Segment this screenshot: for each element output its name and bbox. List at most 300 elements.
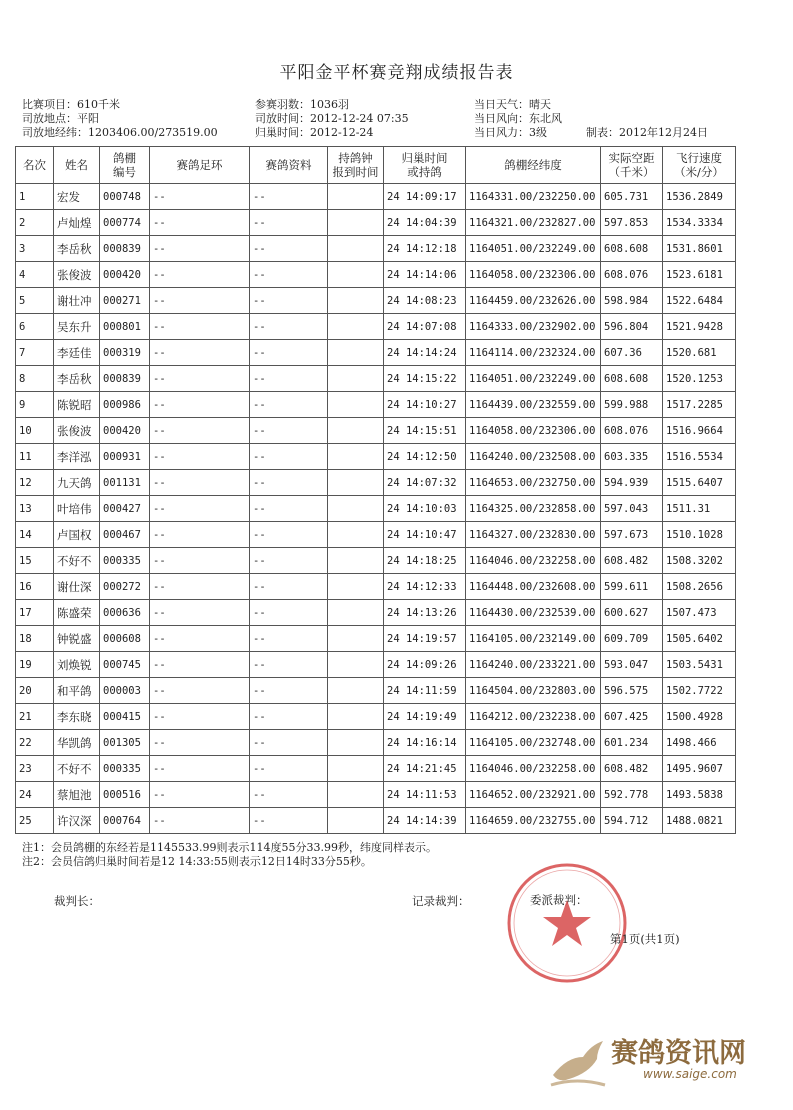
cell-arrival-time: 24 14:13:26 (384, 600, 466, 626)
cell-loft-no: 000608 (100, 626, 150, 652)
pigeon-logo-icon (547, 1027, 607, 1089)
cell-distance: 603.335 (601, 444, 663, 470)
table-row (16, 756, 736, 782)
recorder-judge-label: 记录裁判： (412, 894, 470, 908)
cell-pigeon-info: -- (250, 548, 328, 574)
cell-rank: 11 (16, 444, 54, 470)
cell-pigeon-info: -- (250, 392, 328, 418)
cell-pigeon-info: -- (250, 470, 328, 496)
cell-arrival-time: 24 14:08:23 (384, 288, 466, 314)
meta-wind-force: 当日风力：3级 (474, 126, 547, 139)
cell-pigeon-info: -- (250, 366, 328, 392)
cell-arrival-time: 24 14:12:18 (384, 236, 466, 262)
cell-loft-no: 000516 (100, 782, 150, 808)
logo-url: www.saige.com (643, 1067, 737, 1081)
cell-speed: 1503.5431 (663, 652, 736, 678)
cell-arrival-time: 24 14:10:27 (384, 392, 466, 418)
cell-loft-no: 000801 (100, 314, 150, 340)
cell-ring: -- (150, 366, 250, 392)
cell-name: 卢灿煌 (54, 210, 100, 236)
cell-name: 和平鸽 (54, 678, 100, 704)
cell-name: 蔡旭池 (54, 782, 100, 808)
cell-name: 李岳秋 (54, 366, 100, 392)
cell-ring: -- (150, 236, 250, 262)
cell-coordinates: 1164058.00/232306.00 (466, 418, 601, 444)
cell-coordinates: 1164459.00/232626.00 (466, 288, 601, 314)
cell-ring: -- (150, 782, 250, 808)
cell-speed: 1521.9428 (663, 314, 736, 340)
cell-rank: 10 (16, 418, 54, 444)
cell-arrival-time: 24 14:19:57 (384, 626, 466, 652)
cell-pigeon-info: -- (250, 626, 328, 652)
cell-clock-time (328, 366, 384, 392)
cell-speed: 1500.4928 (663, 704, 736, 730)
cell-coordinates: 1164325.00/232858.00 (466, 496, 601, 522)
table-row (16, 340, 736, 366)
cell-loft-no: 000986 (100, 392, 150, 418)
cell-rank: 25 (16, 808, 54, 834)
cell-coordinates: 1164046.00/232258.00 (466, 756, 601, 782)
cell-speed: 1508.3202 (663, 548, 736, 574)
cell-coordinates: 1164448.00/232608.00 (466, 574, 601, 600)
cell-pigeon-info: -- (250, 808, 328, 834)
table-row (16, 392, 736, 418)
cell-name: 谢仕深 (54, 574, 100, 600)
cell-clock-time (328, 444, 384, 470)
cell-loft-no: 000636 (100, 600, 150, 626)
table-header-row (16, 147, 736, 184)
cell-rank: 15 (16, 548, 54, 574)
cell-distance: 597.853 (601, 210, 663, 236)
cell-clock-time (328, 496, 384, 522)
cell-pigeon-info: -- (250, 652, 328, 678)
cell-arrival-time: 24 14:09:26 (384, 652, 466, 678)
cell-ring: -- (150, 730, 250, 756)
cell-speed: 1534.3334 (663, 210, 736, 236)
header-name: 姓名 (54, 147, 100, 184)
cell-clock-time (328, 210, 384, 236)
cell-speed: 1495.9607 (663, 756, 736, 782)
cell-rank: 24 (16, 782, 54, 808)
table-row (16, 314, 736, 340)
table-row (16, 366, 736, 392)
cell-clock-time (328, 522, 384, 548)
cell-coordinates: 1164114.00/232324.00 (466, 340, 601, 366)
cell-loft-no: 000427 (100, 496, 150, 522)
cell-speed: 1517.2285 (663, 392, 736, 418)
header-speed: 飞行速度 （米/分） (663, 147, 736, 184)
cell-name: 李洋泓 (54, 444, 100, 470)
cell-distance: 605.731 (601, 184, 663, 210)
results-body (16, 184, 736, 834)
table-row (16, 730, 736, 756)
page-number: 第1页(共1页) (610, 932, 680, 946)
cell-clock-time (328, 782, 384, 808)
header-rank: 名次 (16, 147, 54, 184)
cell-speed: 1536.2849 (663, 184, 736, 210)
cell-clock-time (328, 236, 384, 262)
cell-ring: -- (150, 626, 250, 652)
cell-pigeon-info: -- (250, 496, 328, 522)
footnote-1: 注1：会员鸽棚的东经若是1145533.99则表示114度55分33.99秒，纬度同样表示。 (22, 841, 437, 854)
cell-pigeon-info: -- (250, 600, 328, 626)
cell-pigeon-info: -- (250, 288, 328, 314)
cell-clock-time (328, 704, 384, 730)
cell-clock-time (328, 184, 384, 210)
cell-arrival-time: 24 14:09:17 (384, 184, 466, 210)
cell-pigeon-info: -- (250, 782, 328, 808)
cell-clock-time (328, 548, 384, 574)
table-row (16, 444, 736, 470)
table-row (16, 808, 736, 834)
cell-rank: 8 (16, 366, 54, 392)
cell-name: 李廷佳 (54, 340, 100, 366)
cell-coordinates: 1164046.00/232258.00 (466, 548, 601, 574)
table-row (16, 470, 736, 496)
cell-arrival-time: 24 14:11:59 (384, 678, 466, 704)
cell-clock-time (328, 600, 384, 626)
cell-coordinates: 1164321.00/232827.00 (466, 210, 601, 236)
cell-speed: 1498.466 (663, 730, 736, 756)
cell-arrival-time: 24 14:19:49 (384, 704, 466, 730)
cell-rank: 7 (16, 340, 54, 366)
cell-arrival-time: 24 14:18:25 (384, 548, 466, 574)
cell-rank: 20 (16, 678, 54, 704)
cell-loft-no: 001131 (100, 470, 150, 496)
cell-arrival-time: 24 14:07:32 (384, 470, 466, 496)
report-title: 平阳金平杯赛竞翔成绩报告表 (279, 63, 514, 83)
cell-rank: 13 (16, 496, 54, 522)
table-row (16, 236, 736, 262)
cell-coordinates: 1164331.00/232250.00 (466, 184, 601, 210)
cell-rank: 12 (16, 470, 54, 496)
cell-ring: -- (150, 652, 250, 678)
cell-distance: 599.611 (601, 574, 663, 600)
cell-ring: -- (150, 392, 250, 418)
cell-distance: 598.984 (601, 288, 663, 314)
cell-arrival-time: 24 14:12:33 (384, 574, 466, 600)
cell-loft-no: 000335 (100, 756, 150, 782)
cell-distance: 607.36 (601, 340, 663, 366)
cell-name: 九天鸽 (54, 470, 100, 496)
cell-loft-no: 000420 (100, 418, 150, 444)
cell-distance: 597.673 (601, 522, 663, 548)
cell-coordinates: 1164240.00/233221.00 (466, 652, 601, 678)
cell-ring: -- (150, 678, 250, 704)
cell-ring: -- (150, 574, 250, 600)
cell-speed: 1516.5534 (663, 444, 736, 470)
cell-distance: 600.627 (601, 600, 663, 626)
cell-distance: 608.482 (601, 548, 663, 574)
table-row (16, 262, 736, 288)
cell-coordinates: 1164430.00/232539.00 (466, 600, 601, 626)
header-ring: 赛鸽足环 (150, 147, 250, 184)
cell-ring: -- (150, 704, 250, 730)
cell-speed: 1488.0821 (663, 808, 736, 834)
cell-loft-no: 000764 (100, 808, 150, 834)
cell-coordinates: 1164051.00/232249.00 (466, 366, 601, 392)
cell-coordinates: 1164051.00/232249.00 (466, 236, 601, 262)
cell-name: 宏发 (54, 184, 100, 210)
cell-coordinates: 1164504.00/232803.00 (466, 678, 601, 704)
meta-race-item: 比赛项目：610千米 (22, 98, 120, 111)
cell-distance: 608.076 (601, 262, 663, 288)
cell-distance: 599.988 (601, 392, 663, 418)
meta-release-coords: 司放地经纬：1203406.00/273519.00 (22, 126, 218, 139)
cell-loft-no: 000931 (100, 444, 150, 470)
cell-loft-no: 000415 (100, 704, 150, 730)
cell-clock-time (328, 470, 384, 496)
meta-column-1 (22, 98, 218, 140)
cell-coordinates: 1164105.00/232149.00 (466, 626, 601, 652)
cell-name: 陈盛荣 (54, 600, 100, 626)
cell-arrival-time: 24 14:04:39 (384, 210, 466, 236)
cell-distance: 608.076 (601, 418, 663, 444)
cell-clock-time (328, 314, 384, 340)
cell-clock-time (328, 340, 384, 366)
watermark-logo (545, 1025, 760, 1095)
cell-ring: -- (150, 600, 250, 626)
cell-clock-time (328, 730, 384, 756)
header-distance: 实际空距 （千米） (601, 147, 663, 184)
cell-distance: 607.425 (601, 704, 663, 730)
cell-name: 吴东升 (54, 314, 100, 340)
cell-name: 叶培伟 (54, 496, 100, 522)
meta-release-time: 司放时间：2012-12-24 07:35 (255, 112, 409, 125)
cell-rank: 1 (16, 184, 54, 210)
cell-rank: 14 (16, 522, 54, 548)
cell-rank: 5 (16, 288, 54, 314)
table-row (16, 704, 736, 730)
cell-ring: -- (150, 808, 250, 834)
cell-pigeon-info: -- (250, 574, 328, 600)
cell-name: 华凯鸽 (54, 730, 100, 756)
cell-loft-no: 000745 (100, 652, 150, 678)
cell-rank: 6 (16, 314, 54, 340)
cell-rank: 4 (16, 262, 54, 288)
footnote-2: 注2：会员信鸽归巢时间若是12 14:33:55则表示12日14时33分55秒。 (22, 855, 372, 868)
cell-rank: 16 (16, 574, 54, 600)
table-row (16, 652, 736, 678)
cell-coordinates: 1164659.00/232755.00 (466, 808, 601, 834)
cell-coordinates: 1164212.00/232238.00 (466, 704, 601, 730)
cell-name: 张俊波 (54, 418, 100, 444)
cell-coordinates: 1164439.00/232559.00 (466, 392, 601, 418)
cell-name: 刘焕锐 (54, 652, 100, 678)
cell-ring: -- (150, 444, 250, 470)
cell-loft-no: 000839 (100, 236, 150, 262)
cell-coordinates: 1164327.00/232830.00 (466, 522, 601, 548)
cell-distance: 597.043 (601, 496, 663, 522)
cell-distance: 608.608 (601, 366, 663, 392)
cell-arrival-time: 24 14:15:22 (384, 366, 466, 392)
cell-clock-time (328, 262, 384, 288)
cell-ring: -- (150, 184, 250, 210)
cell-pigeon-info: -- (250, 418, 328, 444)
meta-wind-direction: 当日风向：东北风 (474, 112, 562, 125)
cell-pigeon-info: -- (250, 210, 328, 236)
cell-speed: 1508.2656 (663, 574, 736, 600)
cell-arrival-time: 24 14:14:39 (384, 808, 466, 834)
cell-arrival-time: 24 14:11:53 (384, 782, 466, 808)
cell-speed: 1511.31 (663, 496, 736, 522)
cell-pigeon-info: -- (250, 184, 328, 210)
cell-pigeon-info: -- (250, 314, 328, 340)
cell-coordinates: 1164333.00/232902.00 (466, 314, 601, 340)
table-row (16, 210, 736, 236)
table-row (16, 184, 736, 210)
cell-loft-no: 000420 (100, 262, 150, 288)
table-row (16, 626, 736, 652)
cell-speed: 1531.8601 (663, 236, 736, 262)
results-table (15, 146, 736, 834)
table-row (16, 678, 736, 704)
cell-rank: 3 (16, 236, 54, 262)
cell-loft-no: 000839 (100, 366, 150, 392)
cell-distance: 592.778 (601, 782, 663, 808)
cell-loft-no: 000271 (100, 288, 150, 314)
cell-rank: 23 (16, 756, 54, 782)
cell-loft-no: 001305 (100, 730, 150, 756)
cell-coordinates: 1164240.00/232508.00 (466, 444, 601, 470)
cell-loft-no: 000774 (100, 210, 150, 236)
cell-name: 钟锐盛 (54, 626, 100, 652)
cell-rank: 18 (16, 626, 54, 652)
cell-distance: 594.712 (601, 808, 663, 834)
cell-ring: -- (150, 756, 250, 782)
cell-speed: 1522.6484 (663, 288, 736, 314)
cell-coordinates: 1164058.00/232306.00 (466, 262, 601, 288)
table-row (16, 496, 736, 522)
table-row (16, 548, 736, 574)
cell-clock-time (328, 418, 384, 444)
cell-pigeon-info: -- (250, 756, 328, 782)
header-coordinates: 鸽棚经纬度 (466, 147, 601, 184)
meta-column-3 (474, 98, 562, 140)
cell-loft-no: 000335 (100, 548, 150, 574)
cell-name: 不好不 (54, 756, 100, 782)
cell-coordinates: 1164653.00/232750.00 (466, 470, 601, 496)
cell-clock-time (328, 756, 384, 782)
cell-pigeon-info: -- (250, 262, 328, 288)
cell-rank: 22 (16, 730, 54, 756)
cell-clock-time (328, 652, 384, 678)
meta-column-2 (255, 98, 409, 140)
meta-weather: 当日天气：晴天 (474, 98, 551, 111)
cell-name: 卢国权 (54, 522, 100, 548)
cell-pigeon-info: -- (250, 340, 328, 366)
cell-clock-time (328, 626, 384, 652)
cell-pigeon-info: -- (250, 236, 328, 262)
cell-name: 张俊波 (54, 262, 100, 288)
cell-distance: 596.804 (601, 314, 663, 340)
cell-speed: 1520.1253 (663, 366, 736, 392)
header-pigeon-info: 赛鸽资料 (250, 147, 328, 184)
table-row (16, 288, 736, 314)
cell-clock-time (328, 808, 384, 834)
cell-clock-time (328, 678, 384, 704)
table-row (16, 574, 736, 600)
cell-name: 陈锐昭 (54, 392, 100, 418)
cell-arrival-time: 24 14:07:08 (384, 314, 466, 340)
cell-name: 李东晓 (54, 704, 100, 730)
cell-pigeon-info: -- (250, 704, 328, 730)
cell-pigeon-info: -- (250, 730, 328, 756)
cell-rank: 19 (16, 652, 54, 678)
cell-loft-no: 000272 (100, 574, 150, 600)
cell-ring: -- (150, 470, 250, 496)
cell-speed: 1502.7722 (663, 678, 736, 704)
cell-arrival-time: 24 14:14:06 (384, 262, 466, 288)
cell-loft-no: 000319 (100, 340, 150, 366)
cell-speed: 1515.6407 (663, 470, 736, 496)
table-row (16, 782, 736, 808)
cell-rank: 17 (16, 600, 54, 626)
cell-speed: 1493.5838 (663, 782, 736, 808)
cell-loft-no: 000467 (100, 522, 150, 548)
cell-arrival-time: 24 14:16:14 (384, 730, 466, 756)
cell-speed: 1516.9664 (663, 418, 736, 444)
cell-pigeon-info: -- (250, 444, 328, 470)
cell-clock-time (328, 574, 384, 600)
cell-distance: 601.234 (601, 730, 663, 756)
cell-ring: -- (150, 262, 250, 288)
cell-arrival-time: 24 14:14:24 (384, 340, 466, 366)
header-clock-time: 持鸽钟 报到时间 (328, 147, 384, 184)
cell-clock-time (328, 392, 384, 418)
cell-arrival-time: 24 14:10:47 (384, 522, 466, 548)
cell-coordinates: 1164105.00/232748.00 (466, 730, 601, 756)
cell-distance: 594.939 (601, 470, 663, 496)
cell-arrival-time: 24 14:21:45 (384, 756, 466, 782)
cell-loft-no: 000003 (100, 678, 150, 704)
cell-name: 李岳秋 (54, 236, 100, 262)
logo-text: 赛鸽资讯网 (611, 1038, 746, 1069)
chief-judge-label: 裁判长： (54, 894, 100, 908)
cell-arrival-time: 24 14:10:03 (384, 496, 466, 522)
meta-return-time: 归巢时间：2012-12-24 (255, 126, 374, 139)
cell-distance: 593.047 (601, 652, 663, 678)
cell-speed: 1520.681 (663, 340, 736, 366)
meta-release-place: 司放地点：平阳 (22, 112, 99, 125)
cell-ring: -- (150, 548, 250, 574)
cell-ring: -- (150, 288, 250, 314)
footnotes (22, 841, 437, 869)
official-seal (504, 860, 630, 986)
cell-ring: -- (150, 418, 250, 444)
cell-distance: 596.575 (601, 678, 663, 704)
cell-rank: 9 (16, 392, 54, 418)
cell-speed: 1523.6181 (663, 262, 736, 288)
cell-rank: 21 (16, 704, 54, 730)
cell-name: 谢壮冲 (54, 288, 100, 314)
cell-ring: -- (150, 522, 250, 548)
meta-created-date: 制表：2012年12月24日 (586, 126, 708, 139)
header-arrival-time: 归巢时间 或持鸽 (384, 147, 466, 184)
cell-ring: -- (150, 340, 250, 366)
header-loft-no: 鸽棚 编号 (100, 147, 150, 184)
cell-speed: 1505.6402 (663, 626, 736, 652)
cell-speed: 1507.473 (663, 600, 736, 626)
cell-arrival-time: 24 14:15:51 (384, 418, 466, 444)
cell-name: 许汉深 (54, 808, 100, 834)
cell-distance: 609.709 (601, 626, 663, 652)
cell-clock-time (328, 288, 384, 314)
cell-loft-no: 000748 (100, 184, 150, 210)
cell-pigeon-info: -- (250, 522, 328, 548)
table-row (16, 522, 736, 548)
cell-ring: -- (150, 210, 250, 236)
